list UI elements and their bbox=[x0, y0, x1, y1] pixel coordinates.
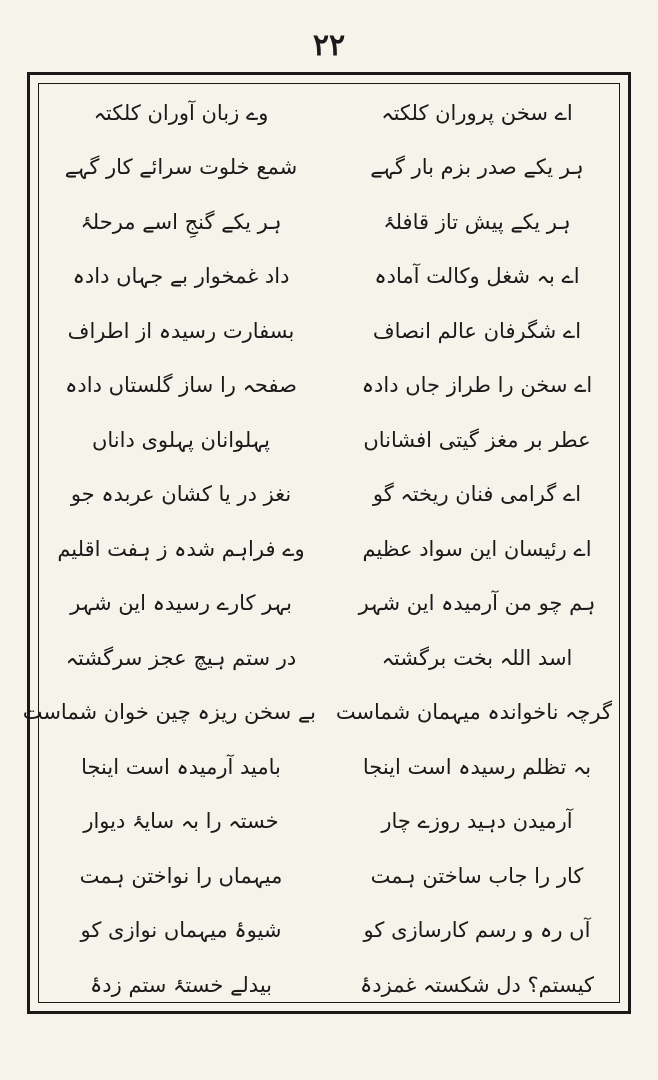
couplet-6-left: صفحہ را ساز گلستاں دادہ bbox=[65, 373, 297, 398]
couplet-12-left: بے سخن ریزہ چین خوان شماست bbox=[22, 700, 316, 725]
couplet-14-right: آرمیدن دہید روزے چار bbox=[381, 809, 573, 834]
couplet bbox=[46, 795, 612, 850]
couplet-5-right: اے شگرفان عالم انصاف bbox=[372, 318, 582, 343]
couplet-8-right: اے گرامی فنان ریختہ گو bbox=[372, 482, 582, 507]
couplet-7-right: عطر بر مغز گیتی افشاناں bbox=[363, 427, 591, 452]
couplet bbox=[46, 631, 612, 686]
couplet bbox=[46, 359, 612, 414]
couplet-10-left: بہر کارے رسیدہ این شہر bbox=[70, 591, 292, 616]
couplet bbox=[46, 195, 612, 250]
couplet-4-left: داد غمخوار بے جہاں دادہ bbox=[72, 264, 290, 289]
couplet-2-left: شمع خلوت سرائے کار گہے bbox=[64, 155, 298, 180]
couplet bbox=[46, 413, 612, 468]
couplet bbox=[46, 740, 612, 795]
couplet-12-right: گرچہ ناخواندہ میہمان شماست bbox=[335, 700, 612, 725]
couplet-4-right: اے بہ شغل وکالت آمادہ bbox=[374, 264, 580, 289]
couplet-14-left: خستہ را بہ سایۂ دیوار bbox=[83, 809, 279, 834]
couplet-10-right: ہم چو من آرمیدہ این شہر bbox=[358, 591, 596, 616]
couplet bbox=[46, 304, 612, 359]
couplet-13-right: بہ تظلم رسیدہ است اینجا bbox=[362, 754, 592, 779]
couplet bbox=[46, 141, 612, 196]
couplet bbox=[46, 849, 612, 904]
couplet-6-right: اے سخن را طراز جاں دادہ bbox=[361, 373, 593, 398]
couplet-15-right: کار را جاب ساختن ہمت bbox=[370, 863, 584, 888]
couplet-15-left: میہماں را نواختن ہمت bbox=[79, 863, 283, 888]
couplet-3-left: ہر یکے گنجِ اسے مرحلۂ bbox=[80, 209, 282, 234]
couplet bbox=[46, 577, 612, 632]
couplet-13-left: بامید آرمیدہ است اینجا bbox=[81, 754, 281, 779]
couplet-11-left: در ستم ہیچ عجز سرگشتہ bbox=[65, 645, 297, 670]
couplet-17-right: کیستم؟ دل شکستہ غمزدۂ bbox=[359, 972, 595, 997]
poem bbox=[22, 86, 612, 1013]
couplet-11-right: اسد اللہ بخت برگشتہ bbox=[381, 645, 573, 670]
couplet bbox=[46, 522, 612, 577]
couplet-5-left: بسفارت رسیدہ از اطراف bbox=[67, 318, 295, 343]
couplet-2-right: ہر یکے صدر بزم بار گہے bbox=[370, 155, 584, 180]
couplet bbox=[22, 686, 612, 741]
couplet-3-right: ہر یکے پیش تاز قافلۂ bbox=[383, 209, 571, 234]
couplet-16-left: شیوۂ میہماں نوازی کو bbox=[80, 918, 282, 943]
couplet-9-right: اے رئیسان این سواد عظیم bbox=[362, 536, 592, 561]
couplet-7-left: پہلوانان پہلوی داناں bbox=[91, 427, 271, 452]
couplet-16-right: آں رہ و رسم کارسازی کو bbox=[363, 918, 591, 943]
couplet-1-left: وے زبان آوران کلکتہ bbox=[93, 100, 269, 125]
couplet bbox=[46, 250, 612, 305]
couplet bbox=[46, 904, 612, 959]
couplet bbox=[46, 958, 612, 1013]
couplet-9-left: وے فراہم شدہ ز ہفت اقلیم bbox=[57, 536, 305, 561]
page-number: ۲۲ bbox=[312, 28, 346, 63]
couplet-8-left: نغز در یا کشان عربدہ جو bbox=[70, 482, 292, 507]
couplet bbox=[46, 86, 612, 141]
couplet bbox=[46, 468, 612, 523]
couplet-17-left: بیدلے خستۂ ستم زدۂ bbox=[90, 972, 272, 997]
couplet-1-right: اے سخن پروران کلکتہ bbox=[381, 100, 573, 125]
